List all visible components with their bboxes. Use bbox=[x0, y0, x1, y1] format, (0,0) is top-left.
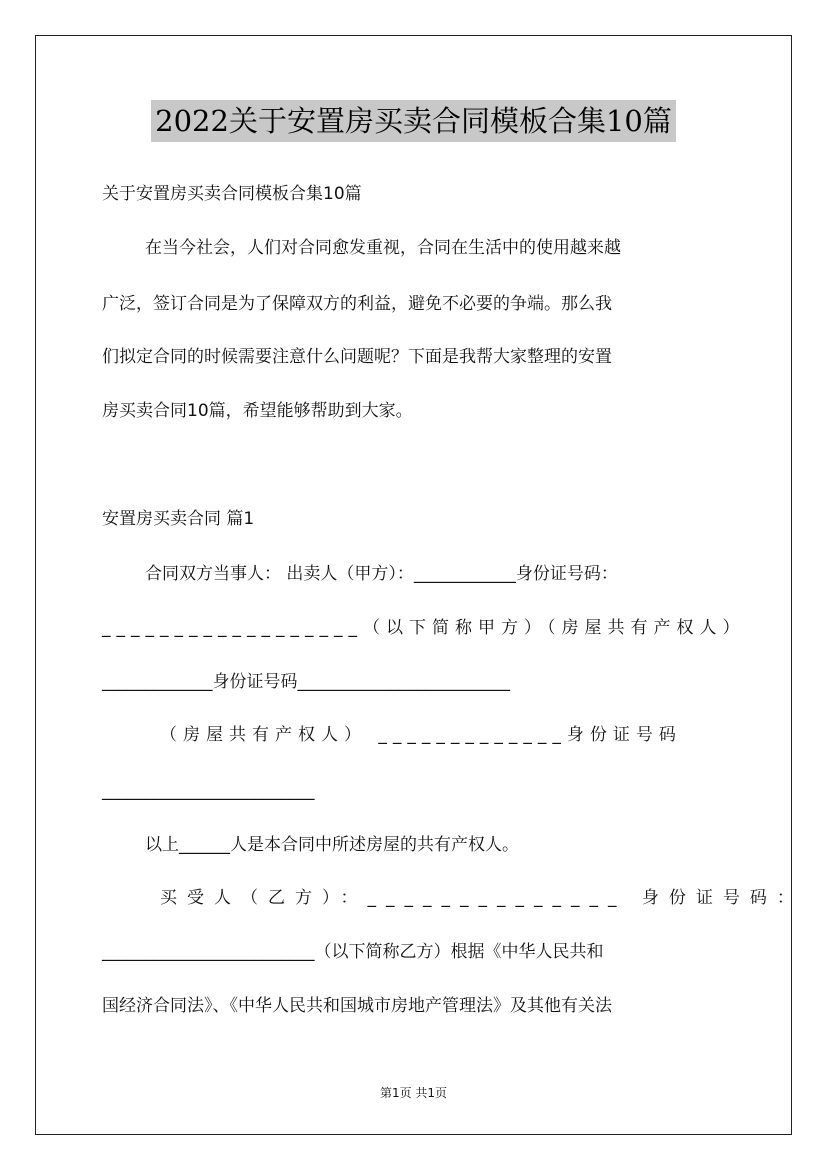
body-line-1: 合同双方当事人： 出卖人（甲方）：____________身份证号码： bbox=[145, 564, 618, 584]
page-footer: 第1页 共1页 bbox=[379, 1086, 448, 1100]
document-title: 2022关于安置房买卖合同模板合集10篇 bbox=[151, 100, 676, 142]
intro-line-4: 房买卖合同10篇，希望能够帮助到大家。 bbox=[102, 401, 413, 421]
body-line-3: _____________身份证号码_________________________ bbox=[102, 672, 510, 692]
body-line-5: _________________________ bbox=[102, 781, 315, 801]
document-subtitle: 关于安置房买卖合同模板合集10篇 bbox=[102, 184, 362, 204]
intro-line-3: 们拟定合同的时候需要注意什么问题呢？下面是我帮大家整理的安置 bbox=[102, 347, 612, 367]
title-container bbox=[0, 100, 827, 142]
body-line-7: 买受人（乙方）：______________ 身份证号码： bbox=[160, 888, 804, 908]
intro-line-2: 广泛，签订合同是为了保障双方的利益，避免不必要的争端。那么我 bbox=[102, 294, 612, 314]
section-heading: 安置房买卖合同 篇1 bbox=[102, 509, 255, 529]
body-line-8: _________________________（以下简称乙方）根据《中华人民共和 bbox=[102, 942, 604, 962]
intro-line-1: 在当今社会，人们对合同愈发重视，合同在生活中的使用越来越 bbox=[145, 238, 621, 258]
body-line-6: 以上______人是本合同中所述房屋的共有产权人。 bbox=[145, 835, 519, 855]
body-line-2: __________________（以下简称甲方）（房屋共有产权人） bbox=[102, 618, 746, 638]
body-line-9: 国经济合同法》、《中华人民共和国城市房地产管理法》及其他有关法 bbox=[102, 996, 612, 1016]
body-line-4: （房屋共有产权人） _____________身份证号码 bbox=[160, 725, 682, 745]
